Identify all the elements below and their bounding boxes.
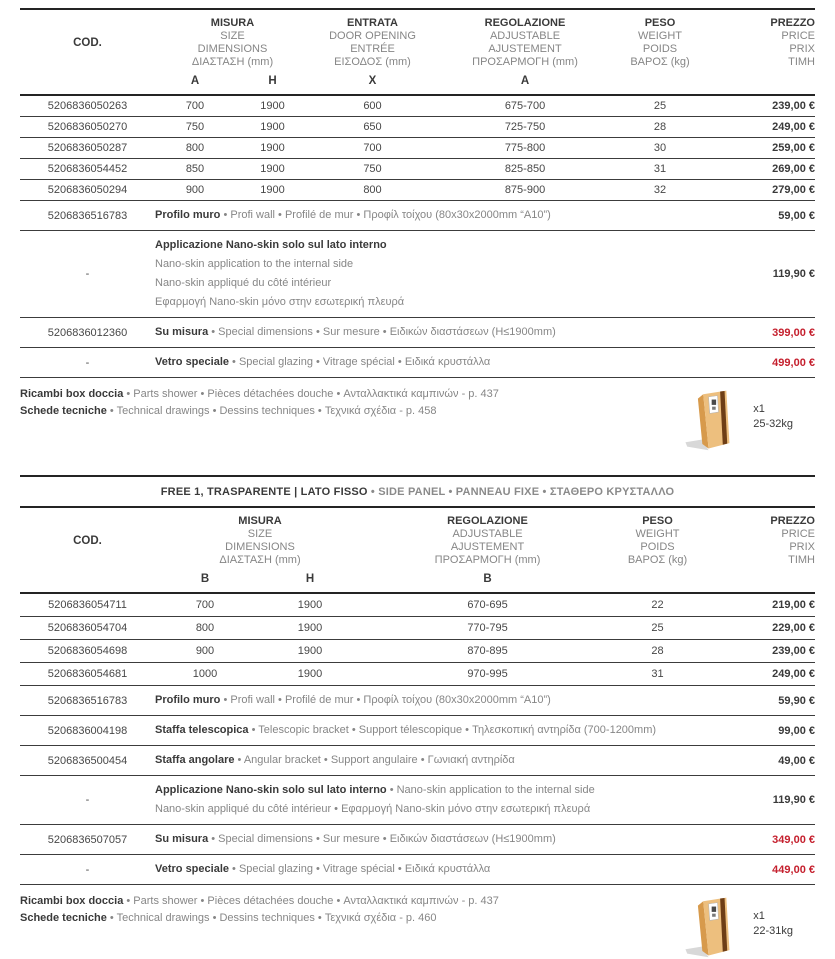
header-line: WEIGHT <box>638 30 682 42</box>
misura-h: 1900 <box>260 163 285 175</box>
misura-a: 900 <box>185 184 205 196</box>
product-code: 5206836004198 <box>47 724 128 737</box>
table-row <box>20 180 815 201</box>
header-line: MISURA <box>238 515 282 527</box>
header-line: POIDS <box>640 541 675 553</box>
product-description <box>155 323 705 342</box>
misura-h: 1900 <box>260 184 285 196</box>
header-line: ΒΑΡΟΣ (kg) <box>627 554 688 566</box>
table-row <box>20 117 815 138</box>
header-line: ΕΙΣΟΔΟΣ (mm) <box>334 56 411 68</box>
product-code: 5206836516783 <box>47 209 128 222</box>
section2-title: FREE 1, TRASPARENTE | LATO FISSO • SIDE PANEL • PANNEAU FIXE • ΣΤΑΘΕΡΟ ΚΡΥΣΤΑΛΛΟ <box>20 475 815 506</box>
table-row <box>20 159 815 180</box>
header-line: DIMENSIONS <box>225 541 295 553</box>
table2-header <box>20 508 815 594</box>
package-info-1 <box>685 388 793 475</box>
regolazione-b: 670-695 <box>467 599 508 611</box>
product-code: - <box>85 268 90 280</box>
product-code: 5206836050270 <box>47 121 128 133</box>
table-row <box>20 138 815 159</box>
misura-a: 700 <box>185 100 205 112</box>
table-row <box>20 640 815 663</box>
product-description <box>155 691 705 710</box>
entrata-x: 800 <box>363 184 382 196</box>
package-qty: x1 <box>753 910 765 922</box>
entrata-x: 750 <box>363 163 382 175</box>
header-line: DOOR OPENING <box>329 30 416 42</box>
price: 269,00 € <box>772 163 815 175</box>
package-box-icon <box>685 388 741 452</box>
table-row <box>20 776 815 825</box>
price: 279,00 € <box>772 184 815 196</box>
description-line: Vetro speciale • Special glazing • Vitrage spécial • Ειδικά κρυστάλλα <box>155 356 491 368</box>
peso: 22 <box>651 599 664 611</box>
product-code: 5206836507057 <box>47 833 128 846</box>
table2-rows <box>20 594 815 885</box>
column-header-prezzo <box>705 17 815 69</box>
package-weight: 22-31kg <box>753 925 793 937</box>
header-line: PRIX <box>789 541 815 553</box>
column-header-prezzo <box>705 515 815 567</box>
product-description <box>155 721 705 740</box>
subcol-h: H <box>305 573 315 585</box>
header-line: ΠΡΟΣΑΡΜΟΓΗ (mm) <box>434 554 541 566</box>
header-line: AJUSTEMENT <box>450 541 525 553</box>
misura-b: 700 <box>195 599 215 611</box>
product-code: 5206836054681 <box>47 668 128 680</box>
description-line: Nano-skin application to the internal side <box>155 258 354 270</box>
table2-subheader <box>20 569 815 592</box>
description-line: Su misura • Special dimensions • Sur mesure • Ειδικών διαστάσεων (H≤1900mm) <box>155 833 556 845</box>
regolazione-a: 675-700 <box>504 100 546 112</box>
description-line: Applicazione Nano-skin solo sul lato interno <box>155 239 387 251</box>
misura-h: 1900 <box>297 668 323 680</box>
header-line: ENTRATA <box>347 17 398 29</box>
description-line: Staffa telescopica • Telescopic bracket • Support télescopique • Τηλεσκοπική αντηρίδα (700-1200mm) <box>155 724 657 736</box>
description-line: Profilo muro • Profi wall • Profilé de mur • Προφίλ τοίχου (80x30x2000mm “A10”) <box>155 209 551 221</box>
table1-header <box>20 10 815 96</box>
entrata-x: 600 <box>363 100 382 112</box>
peso: 28 <box>653 121 667 133</box>
subcol-x: X <box>368 75 377 87</box>
table-row <box>20 594 815 617</box>
entrata-x: 650 <box>363 121 382 133</box>
description-line: Applicazione Nano-skin solo sul lato interno • Nano-skin application to the internal side <box>155 784 595 796</box>
product-code: 5206836054452 <box>47 163 128 175</box>
header-line: WEIGHT <box>635 528 680 540</box>
misura-a: 850 <box>185 163 205 175</box>
peso: 32 <box>653 184 667 196</box>
header-line: PRIX <box>789 43 815 55</box>
description-line: Εφαρμογή Nano-skin μόνο στην εσωτερική πλευρά <box>155 296 405 308</box>
product-description <box>155 830 705 849</box>
product-code: - <box>85 356 90 369</box>
price: 239,00 € <box>772 645 815 657</box>
package-info-2 <box>685 895 793 959</box>
regolazione-a: 775-800 <box>504 142 546 154</box>
table-row <box>20 746 815 776</box>
product-description <box>155 353 705 372</box>
package-weight: 25-32kg <box>753 418 793 430</box>
column-header-regolazione <box>435 17 615 69</box>
product-code: 5206836054711 <box>48 599 127 611</box>
description-line: Staffa angolare • Angular bracket • Support angulaire • Γωνιακή αντηρίδα <box>155 754 515 766</box>
column-header-peso <box>615 17 705 69</box>
price: 249,00 € <box>772 668 815 680</box>
header-line: ΤΙΜΗ <box>788 56 815 68</box>
table-row <box>20 96 815 117</box>
footer-schede-line: Schede tecniche • Technical drawings • Dessins techniques • Τεχνικά σχέδια - p. 458 <box>20 405 437 417</box>
table-row <box>20 663 815 686</box>
peso: 30 <box>653 142 667 154</box>
header-line: ENTRÉE <box>350 43 395 55</box>
header-line: SIZE <box>247 528 273 540</box>
price: 59,00 € <box>778 209 815 222</box>
header-line: PESO <box>642 515 673 527</box>
misura-h: 1900 <box>297 622 323 634</box>
header-line: SIZE <box>220 30 245 42</box>
misura-h: 1900 <box>297 645 323 657</box>
footer-schede-line: Schede tecniche • Technical drawings • Dessins techniques • Τεχνικά σχέδια - p. 460 <box>20 912 437 924</box>
subcol-h: H <box>268 75 277 87</box>
table-row <box>20 318 815 348</box>
footer-ricambi-line: Ricambi box doccia • Parts shower • Pièces détachées douche • Ανταλλακτικά καμπινών - p. 437 <box>20 388 499 400</box>
regolazione-a: 825-850 <box>504 163 546 175</box>
entrata-x: 700 <box>363 142 382 154</box>
peso: 31 <box>653 163 667 175</box>
peso: 31 <box>651 668 664 680</box>
header-line: ΒΑΡΟΣ (kg) <box>630 56 690 68</box>
header-line: ΠΡΟΣΑΡΜΟΓΗ (mm) <box>472 56 578 68</box>
table2-footer <box>20 885 815 959</box>
price: 239,00 € <box>772 100 815 112</box>
regolazione-a: 725-750 <box>504 121 546 133</box>
misura-h: 1900 <box>260 100 285 112</box>
header-line: ΔΙΑΣΤΑΣΗ (mm) <box>219 554 301 566</box>
table-row <box>20 617 815 640</box>
footer-ricambi-line: Ricambi box doccia • Parts shower • Pièces détachées douche • Ανταλλακτικά καμπινών - p. 437 <box>20 895 499 907</box>
price: 119,90 € <box>772 268 815 280</box>
price: 399,00 € <box>772 326 815 339</box>
price: 119,90 € <box>772 794 815 806</box>
misura-b: 900 <box>195 645 215 657</box>
product-code: 5206836050263 <box>47 100 128 112</box>
product-description <box>155 236 705 312</box>
misura-h: 1900 <box>260 121 285 133</box>
column-header-regolazione <box>365 515 610 567</box>
regolazione-b: 970-995 <box>467 668 508 680</box>
regolazione-a: 875-900 <box>504 184 546 196</box>
package-qty: x1 <box>753 403 765 415</box>
header-line: DIMENSIONS <box>197 43 268 55</box>
product-description <box>155 860 705 879</box>
description-line: Vetro speciale • Special glazing • Vitrage spécial • Ειδικά κρυστάλλα <box>155 863 491 875</box>
peso: 28 <box>651 645 664 657</box>
product-code: 5206836050294 <box>47 184 128 196</box>
product-description <box>155 206 705 225</box>
misura-b: 1000 <box>192 668 218 680</box>
price: 499,00 € <box>772 356 815 369</box>
header-line: PREZZO <box>770 17 815 29</box>
misura-a: 800 <box>185 142 205 154</box>
table1-subheader <box>20 71 815 94</box>
misura-a: 750 <box>185 121 205 133</box>
header-line: ADJUSTABLE <box>452 528 523 540</box>
table-row <box>20 231 815 318</box>
product-description <box>155 781 705 819</box>
regolazione-b: 870-895 <box>467 645 508 657</box>
peso: 25 <box>651 622 664 634</box>
regolazione-b: 770-795 <box>467 622 508 634</box>
price: 249,00 € <box>772 121 815 133</box>
peso: 25 <box>653 100 667 112</box>
table-row <box>20 201 815 231</box>
description-line: Profilo muro • Profi wall • Profilé de mur • Προφίλ τοίχου (80x30x2000mm “A10”) <box>155 694 551 706</box>
price-table-1 <box>20 8 815 378</box>
subcol-adj: A <box>520 75 530 87</box>
header-line: AJUSTEMENT <box>488 43 562 55</box>
table-row <box>20 855 815 885</box>
product-code: 5206836516783 <box>47 694 128 707</box>
column-header-cod: COD. <box>73 535 102 547</box>
product-code: - <box>85 794 90 806</box>
product-code: 5206836054698 <box>47 645 128 657</box>
table-row <box>20 716 815 746</box>
header-line: PRICE <box>781 528 815 540</box>
price: 99,00 € <box>778 724 815 737</box>
column-header-cod: COD. <box>73 37 102 49</box>
column-header-peso <box>610 515 705 567</box>
section-side-panel-table <box>20 506 815 959</box>
header-line: PESO <box>644 17 676 29</box>
price-table-2 <box>20 506 815 885</box>
header-line: POIDS <box>642 43 678 55</box>
header-line: ΔΙΑΣΤΑΣΗ (mm) <box>191 56 274 68</box>
table1-rows <box>20 96 815 378</box>
table-row <box>20 348 815 378</box>
misura-h: 1900 <box>260 142 285 154</box>
price: 59,90 € <box>778 694 815 707</box>
price: 49,00 € <box>778 754 815 767</box>
product-code: 5206836054704 <box>47 622 128 634</box>
header-line: ΤΙΜΗ <box>788 554 815 566</box>
header-line: ADJUSTABLE <box>489 30 561 42</box>
product-code: 5206836012360 <box>47 326 128 339</box>
product-description <box>155 751 705 770</box>
subcol-adj-b: B <box>483 573 492 585</box>
subcol-a: A <box>190 75 200 87</box>
header-line: PRICE <box>781 30 815 42</box>
table-row <box>20 686 815 716</box>
price: 449,00 € <box>772 863 815 876</box>
table1-footer <box>20 378 815 475</box>
description-line: Nano-skin appliqué du côté intérieur • Εφαρμογή Nano-skin μόνο στην εσωτερική πλευρά <box>155 803 591 815</box>
product-code: - <box>85 863 90 876</box>
header-line: MISURA <box>210 17 255 29</box>
price: 219,00 € <box>772 599 815 611</box>
misura-h: 1900 <box>297 599 323 611</box>
section-door-table <box>20 8 815 475</box>
product-code: 5206836050287 <box>47 142 128 154</box>
price: 349,00 € <box>772 833 815 846</box>
header-line: REGOLAZIONE <box>447 515 528 527</box>
price: 259,00 € <box>772 142 815 154</box>
package-box-icon <box>685 895 741 959</box>
subcol-b: B <box>200 573 210 585</box>
misura-b: 800 <box>195 622 215 634</box>
header-line: REGOLAZIONE <box>484 17 566 29</box>
description-line: Nano-skin appliqué du côté intérieur <box>155 277 332 289</box>
description-line: Su misura • Special dimensions • Sur mesure • Ειδικών διαστάσεων (H≤1900mm) <box>155 326 556 338</box>
column-header-misura <box>155 515 365 567</box>
column-header-entrata <box>310 17 435 69</box>
product-code: 5206836500454 <box>47 754 128 767</box>
table-row <box>20 825 815 855</box>
column-header-misura <box>155 17 310 69</box>
header-line: PREZZO <box>770 515 815 527</box>
price: 229,00 € <box>772 622 815 634</box>
